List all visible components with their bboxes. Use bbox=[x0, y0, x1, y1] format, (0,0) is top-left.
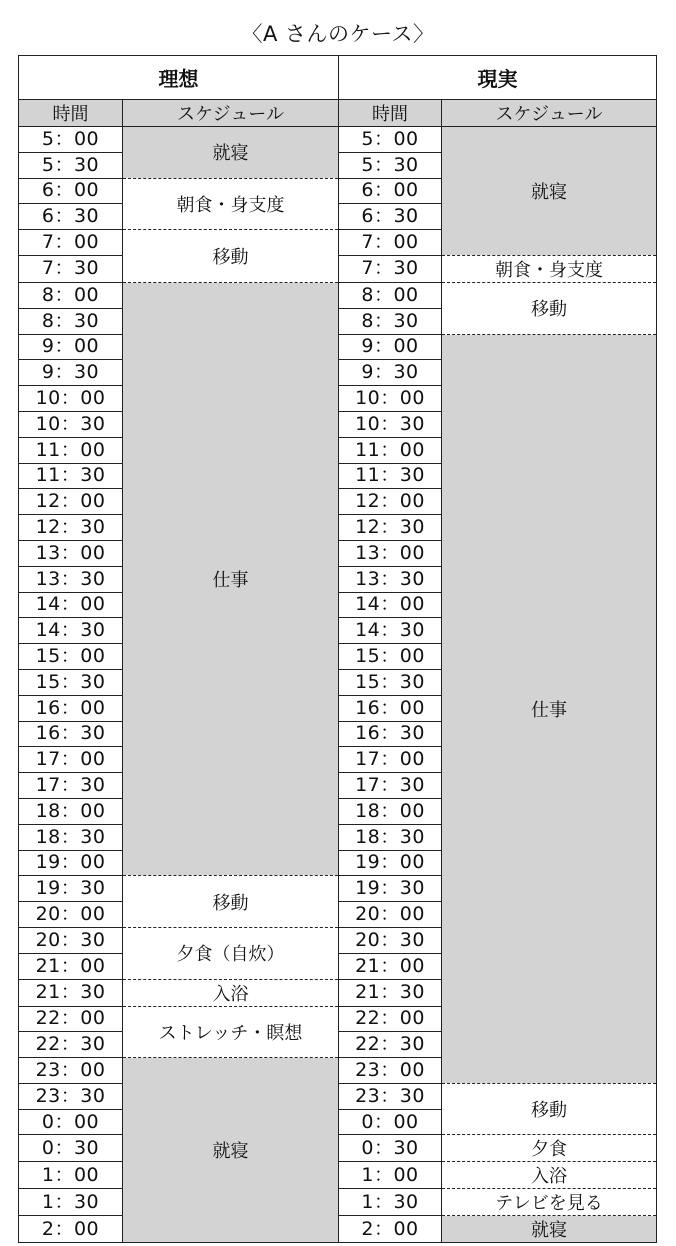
actual-time-cell: 8：00 bbox=[339, 282, 442, 308]
actual-time-cell: 7：30 bbox=[339, 255, 442, 282]
ideal-time-cell: 2：00 bbox=[19, 1216, 123, 1243]
actual-activity: 移動 bbox=[442, 1083, 657, 1135]
ideal-time-cell: 13：30 bbox=[19, 566, 123, 592]
actual-time-cell: 19：00 bbox=[339, 850, 442, 876]
ideal-time-cell: 16：30 bbox=[19, 721, 123, 747]
ideal-time-cell: 15：00 bbox=[19, 644, 123, 670]
ideal-activity: 朝食・身支度 bbox=[123, 178, 339, 230]
column-header-row bbox=[19, 100, 657, 127]
ideal-time-cell: 17：30 bbox=[19, 773, 123, 799]
table-row bbox=[19, 282, 657, 308]
ideal-time-cell: 16：00 bbox=[19, 695, 123, 721]
ideal-time-cell: 13：00 bbox=[19, 540, 123, 566]
actual-time-cell: 10：30 bbox=[339, 411, 442, 437]
schedule-body bbox=[19, 127, 657, 1243]
page-caption: 〈A さんのケース〉 bbox=[241, 22, 435, 46]
actual-time-cell: 18：30 bbox=[339, 824, 442, 850]
ideal-time-cell: 11：30 bbox=[19, 463, 123, 489]
actual-time-cell: 22：00 bbox=[339, 1006, 442, 1032]
actual-schedule-header: スケジュール bbox=[442, 100, 657, 127]
actual-time-cell: 23：00 bbox=[339, 1058, 442, 1084]
ideal-time-cell: 21：00 bbox=[19, 953, 123, 979]
ideal-activity: 移動 bbox=[123, 230, 339, 283]
ideal-activity: 就寝 bbox=[123, 127, 339, 179]
ideal-time-cell: 12：30 bbox=[19, 515, 123, 541]
ideal-time-cell: 22：30 bbox=[19, 1032, 123, 1058]
actual-time-cell: 14：00 bbox=[339, 592, 442, 618]
actual-time-cell: 5：30 bbox=[339, 152, 442, 178]
actual-activity: 移動 bbox=[442, 282, 657, 334]
actual-time-cell: 15：00 bbox=[339, 644, 442, 670]
actual-time-cell: 18：00 bbox=[339, 798, 442, 824]
ideal-activity: ストレッチ・瞑想 bbox=[123, 1006, 339, 1058]
actual-time-cell: 21：30 bbox=[339, 979, 442, 1006]
actual-time-cell: 22：30 bbox=[339, 1032, 442, 1058]
ideal-time-cell: 0：00 bbox=[19, 1109, 123, 1135]
ideal-time-cell: 6：00 bbox=[19, 178, 123, 204]
ideal-schedule-header: スケジュール bbox=[123, 100, 339, 127]
actual-time-cell: 13：00 bbox=[339, 540, 442, 566]
ideal-time-cell: 23：00 bbox=[19, 1058, 123, 1084]
ideal-time-cell: 19：30 bbox=[19, 876, 123, 902]
actual-time-cell: 13：30 bbox=[339, 566, 442, 592]
ideal-time-cell: 17：00 bbox=[19, 747, 123, 773]
ideal-activity: 入浴 bbox=[123, 979, 339, 1006]
ideal-activity: 仕事 bbox=[123, 282, 339, 875]
actual-time-cell: 1：00 bbox=[339, 1162, 442, 1189]
ideal-time-cell: 18：30 bbox=[19, 824, 123, 850]
actual-activity: 就寝 bbox=[442, 1216, 657, 1243]
actual-activity: 朝食・身支度 bbox=[442, 255, 657, 282]
actual-activity: 仕事 bbox=[442, 334, 657, 1083]
actual-time-cell: 20：30 bbox=[339, 927, 442, 953]
actual-activity: 入浴 bbox=[442, 1162, 657, 1189]
actual-header: 現実 bbox=[339, 56, 657, 100]
actual-time-cell: 1：30 bbox=[339, 1189, 442, 1216]
actual-time-cell: 6：30 bbox=[339, 204, 442, 230]
actual-time-cell: 11：00 bbox=[339, 437, 442, 463]
actual-time-cell: 12：30 bbox=[339, 515, 442, 541]
ideal-time-cell: 19：00 bbox=[19, 850, 123, 876]
ideal-header: 理想 bbox=[19, 56, 339, 100]
ideal-time-header: 時間 bbox=[19, 100, 123, 127]
actual-time-cell: 14：30 bbox=[339, 618, 442, 644]
actual-time-cell: 9：30 bbox=[339, 360, 442, 386]
actual-time-cell: 19：30 bbox=[339, 876, 442, 902]
actual-time-cell: 9：00 bbox=[339, 334, 442, 360]
actual-time-cell: 17：30 bbox=[339, 773, 442, 799]
actual-time-cell: 0：30 bbox=[339, 1135, 442, 1162]
actual-time-cell: 8：30 bbox=[339, 308, 442, 334]
actual-time-cell: 6：00 bbox=[339, 178, 442, 204]
ideal-time-cell: 9：30 bbox=[19, 360, 123, 386]
ideal-time-cell: 7：30 bbox=[19, 255, 123, 282]
actual-time-cell: 0：00 bbox=[339, 1109, 442, 1135]
ideal-time-cell: 6：30 bbox=[19, 204, 123, 230]
actual-time-cell: 5：00 bbox=[339, 127, 442, 153]
section-header-row bbox=[19, 56, 657, 100]
ideal-time-cell: 14：30 bbox=[19, 618, 123, 644]
table-row bbox=[19, 127, 657, 153]
ideal-time-cell: 23：30 bbox=[19, 1083, 123, 1109]
ideal-time-cell: 1：00 bbox=[19, 1162, 123, 1189]
actual-time-cell: 20：00 bbox=[339, 902, 442, 928]
schedule-table bbox=[18, 55, 657, 1243]
actual-time-cell: 10：00 bbox=[339, 386, 442, 412]
ideal-time-cell: 21：30 bbox=[19, 979, 123, 1006]
actual-activity: 就寝 bbox=[442, 127, 657, 256]
ideal-activity: 就寝 bbox=[123, 1058, 339, 1243]
actual-time-header: 時間 bbox=[339, 100, 442, 127]
actual-time-cell: 11：30 bbox=[339, 463, 442, 489]
ideal-time-cell: 10：00 bbox=[19, 386, 123, 412]
ideal-time-cell: 10：30 bbox=[19, 411, 123, 437]
ideal-time-cell: 20：00 bbox=[19, 902, 123, 928]
ideal-time-cell: 18：00 bbox=[19, 798, 123, 824]
ideal-activity: 夕食（自炊） bbox=[123, 927, 339, 979]
actual-time-cell: 7：00 bbox=[339, 230, 442, 256]
ideal-time-cell: 0：30 bbox=[19, 1135, 123, 1162]
ideal-time-cell: 1：30 bbox=[19, 1189, 123, 1216]
ideal-time-cell: 9：00 bbox=[19, 334, 123, 360]
actual-time-cell: 15：30 bbox=[339, 669, 442, 695]
actual-time-cell: 21：00 bbox=[339, 953, 442, 979]
ideal-time-cell: 12：00 bbox=[19, 489, 123, 515]
actual-time-cell: 12：00 bbox=[339, 489, 442, 515]
actual-time-cell: 16：00 bbox=[339, 695, 442, 721]
actual-time-cell: 2：00 bbox=[339, 1216, 442, 1243]
ideal-time-cell: 15：30 bbox=[19, 669, 123, 695]
actual-time-cell: 23：30 bbox=[339, 1083, 442, 1109]
ideal-time-cell: 20：30 bbox=[19, 927, 123, 953]
ideal-time-cell: 5：00 bbox=[19, 127, 123, 153]
ideal-time-cell: 8：30 bbox=[19, 308, 123, 334]
ideal-time-cell: 7：00 bbox=[19, 230, 123, 256]
ideal-time-cell: 8：00 bbox=[19, 282, 123, 308]
ideal-time-cell: 5：30 bbox=[19, 152, 123, 178]
ideal-time-cell: 11：00 bbox=[19, 437, 123, 463]
ideal-time-cell: 22：00 bbox=[19, 1006, 123, 1032]
ideal-activity: 移動 bbox=[123, 876, 339, 928]
actual-activity: テレビを見る bbox=[442, 1189, 657, 1216]
actual-time-cell: 16：30 bbox=[339, 721, 442, 747]
ideal-time-cell: 14：00 bbox=[19, 592, 123, 618]
actual-time-cell: 17：00 bbox=[339, 747, 442, 773]
actual-activity: 夕食 bbox=[442, 1135, 657, 1162]
